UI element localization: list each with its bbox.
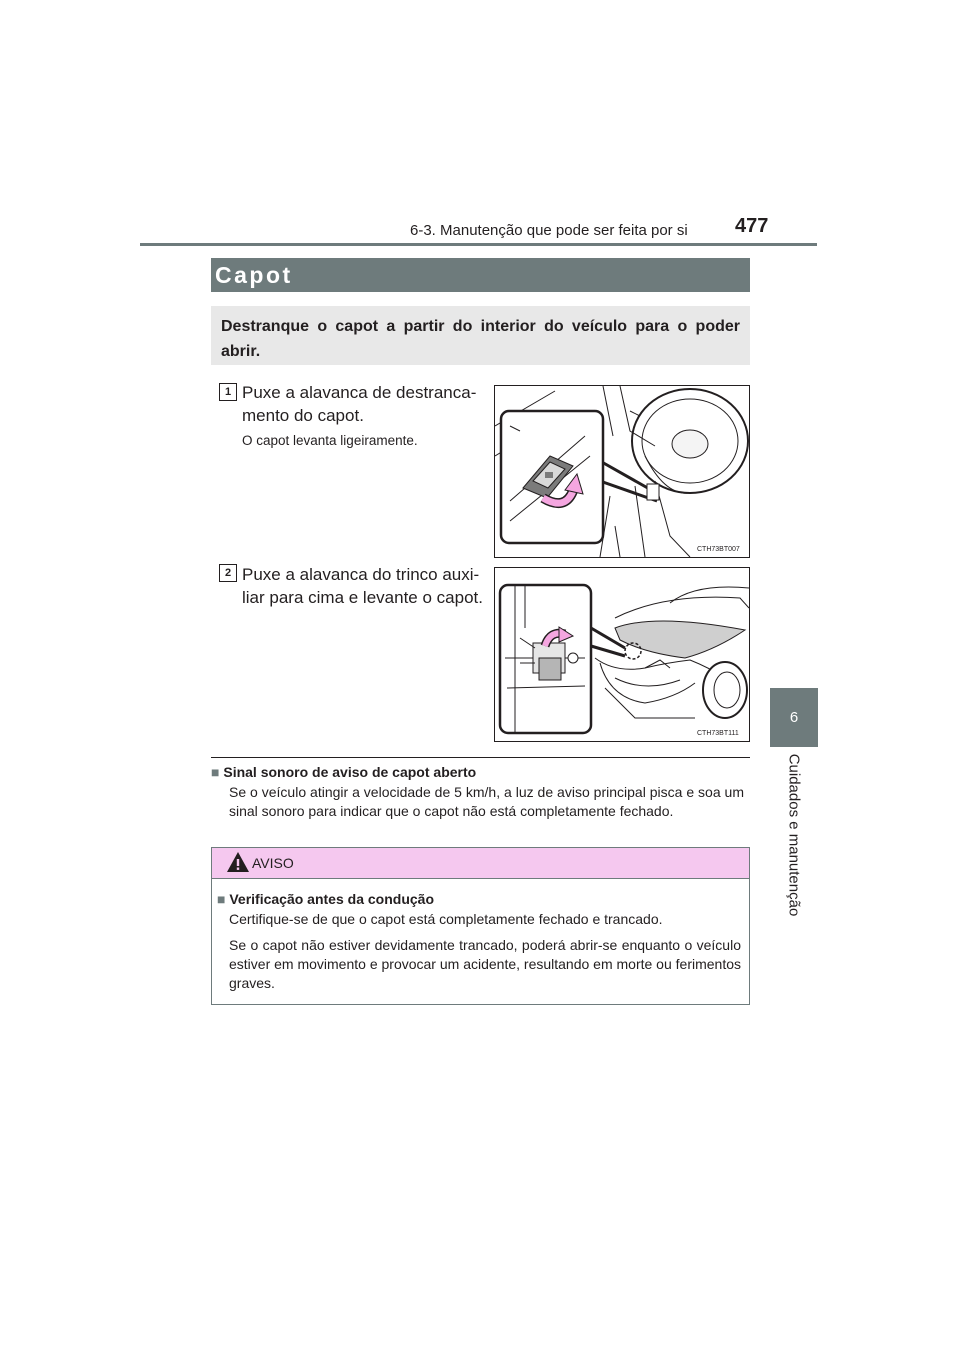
page-title-bar (211, 258, 750, 292)
chapter-tab (770, 688, 818, 747)
step-1-text-line1: Puxe a alavanca de destranca- (242, 383, 477, 402)
step-1-text-line2: mento do capot. (242, 406, 364, 425)
intro-box (211, 306, 750, 365)
warning-label: AVISO (252, 855, 294, 871)
step-1-badge: 1 (219, 383, 237, 401)
warning-box (211, 847, 750, 1005)
chapter-title: Cuidados e manutenção (785, 753, 803, 917)
page-number: 477 (735, 215, 769, 237)
figure-auxiliary-catch-lever (494, 567, 750, 742)
section-title: 6-3. Manutenção que pode ser feita por si (410, 222, 688, 239)
header-rule (140, 243, 817, 246)
chapter-number: 6 (789, 709, 799, 726)
chapter-tab-label (780, 755, 808, 915)
warning-subheading-text: Verificação antes da condução (229, 891, 434, 907)
step-2-badge: 2 (219, 564, 237, 582)
warning-paragraph-1: Certifique-se de que o capot está completamente fechado e trancado. (229, 911, 663, 927)
bullet-square-icon: ■ (217, 891, 226, 907)
info-body: Se o veículo atingir a velocidade de 5 km/h, a luz de aviso principal pisca e soa um sinal sonoro para indicar que o capot não está completamente fechado. (229, 784, 744, 819)
warning-subheading (217, 891, 434, 907)
interior-dashboard-illustration (495, 386, 749, 557)
step-1-note: O capot levanta ligeiramente. (242, 433, 418, 448)
figure-hood-release-lever (494, 385, 750, 558)
warning-paragraph-2: Se o capot não estiver devidamente trancado, poderá abrir-se enquanto o veículo estiver em movimento e provocar um acidente, resultando em morte ou ferimentos graves. (229, 937, 742, 991)
intro-text: Destranque o capot a partir do interior do veículo para o poder abrir. (221, 318, 740, 360)
info-heading (211, 764, 476, 780)
figure-1-code: CTH73BT007 (697, 546, 740, 553)
step-2-text-line2: liar para cima e levante o capot. (242, 588, 483, 607)
step-2-text-line1: Puxe a alavanca do trinco auxi- (242, 565, 480, 584)
warning-triangle-icon (226, 850, 250, 874)
figure-2-code: CTH73BT111 (697, 730, 739, 737)
warning-header (212, 848, 749, 879)
section-divider (211, 757, 750, 758)
car-front-illustration (495, 568, 749, 741)
page-title: Capot (215, 262, 293, 288)
bullet-square-icon: ■ (211, 764, 220, 780)
info-heading-text: Sinal sonoro de aviso de capot aberto (223, 764, 477, 780)
